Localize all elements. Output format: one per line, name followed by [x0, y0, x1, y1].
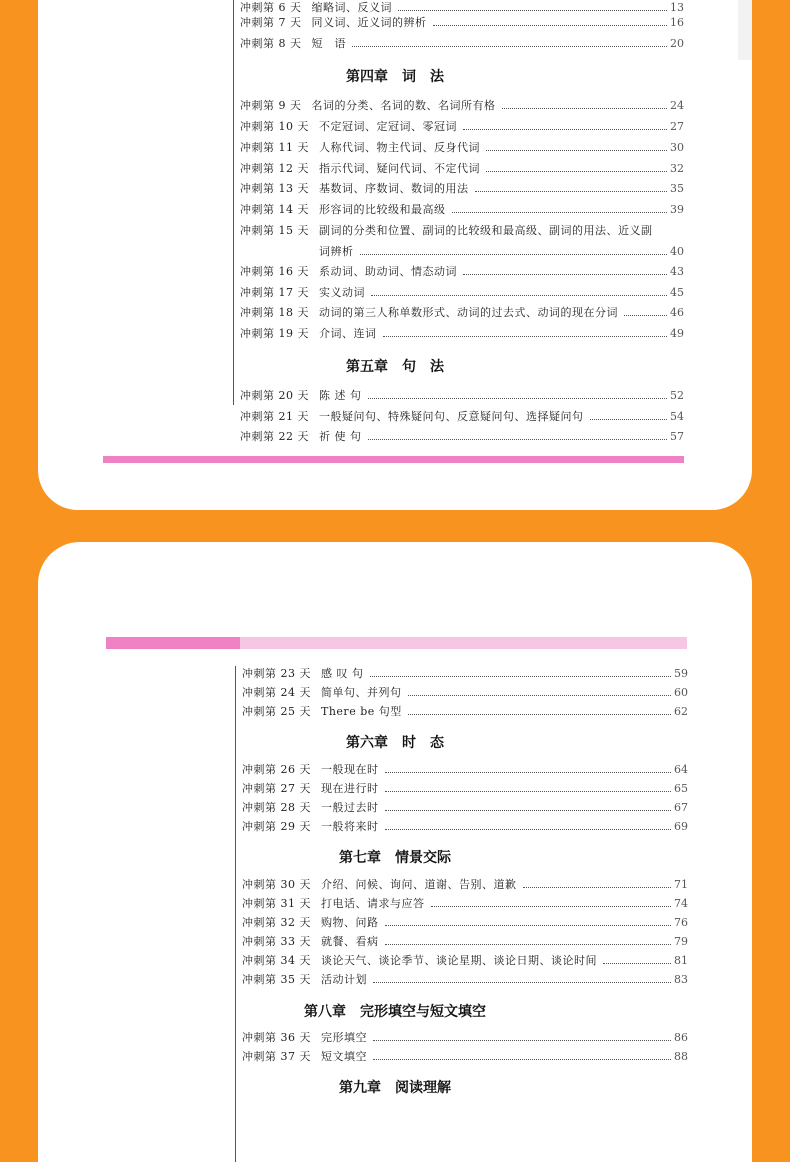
entry-label: 冲刺第 33 天 — [242, 935, 311, 948]
entry-title: 介词、连词 — [319, 327, 377, 340]
entry-page: 54 — [670, 410, 684, 423]
entry-page: 76 — [674, 916, 688, 929]
entry-label: 冲刺第 13 天 — [240, 182, 309, 195]
entry-title: 现在进行时 — [321, 782, 379, 795]
entry-title: 基数词、序数词、数词的用法 — [319, 182, 469, 195]
entry-page: 39 — [670, 203, 684, 216]
chapter-heading: 第九章 阅读理解 — [339, 1080, 451, 1096]
entry-label: 冲刺第 37 天 — [242, 1050, 311, 1063]
toc-entry[interactable] — [242, 686, 688, 700]
entry-title: 词辨析 — [319, 245, 354, 258]
leader-dots — [431, 897, 672, 907]
entry-title: 实义动词 — [319, 286, 365, 299]
entry-title: 简单句、并列句 — [321, 686, 402, 699]
toc-entry[interactable] — [240, 162, 684, 176]
entry-page: 27 — [670, 120, 684, 133]
entry-label: 冲刺第 15 天 — [240, 224, 309, 237]
toc-entry[interactable] — [242, 954, 688, 968]
entry-title: 系动词、助动词、情态动词 — [319, 265, 457, 278]
pink-divider-bar — [103, 456, 684, 463]
entry-label: 冲刺第 18 天 — [240, 306, 309, 319]
entry-label: 冲刺第 24 天 — [242, 686, 311, 699]
toc-entry[interactable] — [240, 99, 684, 113]
entry-title: 动词的第三人称单数形式、动词的过去式、动词的现在分词 — [319, 306, 618, 319]
entry-page: 46 — [670, 306, 684, 319]
entry-label: 冲刺第 29 天 — [242, 820, 311, 833]
entry-label: 冲刺第 36 天 — [242, 1031, 311, 1044]
entry-page: 67 — [674, 801, 688, 814]
toc-entry[interactable] — [240, 389, 684, 403]
leader-dots — [368, 430, 668, 440]
entry-title: 一般将来时 — [321, 820, 379, 833]
entry-page: 62 — [674, 705, 688, 718]
toc-entry[interactable] — [240, 120, 684, 134]
entry-label: 冲刺第 10 天 — [240, 120, 309, 133]
toc-entry[interactable] — [242, 1031, 688, 1045]
entry-title: 副词的分类和位置、副词的比较级和最高级、副词的用法、近义副 — [319, 224, 653, 237]
entry-title: 同义词、近义词的辨析 — [311, 16, 427, 29]
entry-label: 冲刺第 32 天 — [242, 916, 311, 929]
leader-dots — [360, 245, 668, 255]
entry-label: 冲刺第 14 天 — [240, 203, 309, 216]
entry-title: 指示代词、疑问代词、不定代词 — [319, 162, 480, 175]
entry-page: 35 — [670, 182, 684, 195]
toc-entry[interactable] — [240, 410, 684, 424]
toc-entry[interactable] — [240, 37, 684, 51]
leader-dots — [486, 141, 667, 151]
entry-page: 65 — [674, 782, 688, 795]
entry-page: 79 — [674, 935, 688, 948]
chapter-heading: 第四章 词 法 — [346, 69, 444, 85]
entry-page: 83 — [674, 973, 688, 986]
toc-entry[interactable] — [242, 763, 688, 777]
entry-label: 冲刺第 25 天 — [242, 705, 311, 718]
leader-dots — [370, 667, 672, 677]
entry-title: 不定冠词、定冠词、零冠词 — [319, 120, 457, 133]
entry-label: 冲刺第 22 天 — [240, 430, 309, 443]
toc-entry[interactable] — [240, 327, 684, 341]
entry-page: 57 — [670, 430, 684, 443]
leader-dots — [352, 37, 667, 47]
chapter-heading: 第五章 句 法 — [346, 359, 444, 375]
toc-entry[interactable] — [240, 286, 684, 300]
entry-page: 20 — [670, 37, 684, 50]
toc-entry[interactable] — [240, 182, 684, 196]
entry-page: 40 — [670, 245, 684, 258]
toc-entry[interactable] — [240, 1, 684, 15]
entry-label: 冲刺第 28 天 — [242, 801, 311, 814]
chapter-heading: 第八章 完形填空与短文填空 — [304, 1004, 486, 1020]
entry-page: 30 — [670, 141, 684, 154]
entry-page: 59 — [674, 667, 688, 680]
leader-dots — [624, 306, 667, 316]
chapter-heading: 第六章 时 态 — [346, 735, 444, 751]
entry-label: 冲刺第 12 天 — [240, 162, 309, 175]
entry-page: 45 — [670, 286, 684, 299]
toc-entry[interactable] — [240, 203, 684, 217]
entry-label: 冲刺第 27 天 — [242, 782, 311, 795]
leader-dots — [486, 162, 667, 172]
entry-label: 冲刺第 7 天 — [240, 16, 302, 29]
entry-label: 冲刺第 17 天 — [240, 286, 309, 299]
leader-dots — [385, 801, 672, 811]
entry-title: 完形填空 — [321, 1031, 367, 1044]
leader-dots — [371, 286, 667, 296]
entry-title: 购物、问路 — [321, 916, 379, 929]
entry-title: 缩略词、反义词 — [311, 1, 392, 14]
leader-dots — [368, 389, 668, 399]
pink-header-bar — [106, 637, 240, 649]
leader-dots — [383, 327, 668, 337]
entry-page: 88 — [674, 1050, 688, 1063]
entry-title: 陈 述 句 — [319, 389, 362, 402]
entry-label: 冲刺第 35 天 — [242, 973, 311, 986]
entry-title: 短 语 — [311, 37, 346, 50]
chapter-heading: 第七章 情景交际 — [339, 850, 451, 866]
leader-dots — [373, 973, 671, 983]
toc-entry[interactable] — [242, 801, 688, 815]
entry-page: 86 — [674, 1031, 688, 1044]
entry-title: 感 叹 句 — [321, 667, 364, 680]
toc-card-top — [38, 0, 752, 510]
entry-title: 形容词的比较级和最高级 — [319, 203, 446, 216]
leader-dots — [398, 1, 667, 11]
leader-dots — [408, 686, 672, 696]
leader-dots — [385, 820, 672, 830]
leader-dots — [373, 1050, 671, 1060]
toc-margin-line — [233, 0, 234, 405]
page-edge-decor — [738, 0, 752, 60]
entry-page: 69 — [674, 820, 688, 833]
entry-title: 介绍、问候、询问、道谢、告别、道歉 — [321, 878, 517, 891]
entry-label: 冲刺第 31 天 — [242, 897, 311, 910]
toc-card-bottom — [38, 542, 752, 1162]
entry-page: 16 — [670, 16, 684, 29]
entry-label: 冲刺第 34 天 — [242, 954, 311, 967]
toc-entry[interactable] — [242, 916, 688, 930]
leader-dots — [523, 878, 672, 888]
leader-dots — [463, 120, 667, 130]
toc-entry[interactable] — [240, 16, 684, 30]
entry-title: 谈论天气、谈论季节、谈论星期、谈论日期、谈论时间 — [321, 954, 597, 967]
entry-title: 一般过去时 — [321, 801, 379, 814]
entry-label: 冲刺第 9 天 — [240, 99, 302, 112]
entry-title: 一般疑问句、特殊疑问句、反意疑问句、选择疑问句 — [319, 410, 584, 423]
entry-label: 冲刺第 30 天 — [242, 878, 311, 891]
entry-page: 49 — [670, 327, 684, 340]
light-pink-header-bar — [240, 637, 687, 649]
toc-entry[interactable] — [240, 430, 684, 444]
leader-dots — [385, 782, 672, 792]
entry-label: 冲刺第 21 天 — [240, 410, 309, 423]
entry-title: 一般现在时 — [321, 763, 379, 776]
entry-label: 冲刺第 19 天 — [240, 327, 309, 340]
entry-label: 冲刺第 6 天 — [240, 1, 302, 14]
entry-label: 冲刺第 20 天 — [240, 389, 309, 402]
leader-dots — [463, 265, 667, 275]
entry-page: 81 — [674, 954, 688, 967]
entry-title: 就餐、看病 — [321, 935, 379, 948]
entry-page: 74 — [674, 897, 688, 910]
toc-entry[interactable] — [240, 141, 684, 155]
entry-page: 24 — [670, 99, 684, 112]
entry-title: 打电话、请求与应答 — [321, 897, 425, 910]
leader-dots — [452, 203, 668, 213]
entry-label: 冲刺第 8 天 — [240, 37, 302, 50]
entry-page: 71 — [674, 878, 688, 891]
entry-page: 43 — [670, 265, 684, 278]
toc-entry[interactable] — [242, 705, 688, 719]
toc-entry-continuation[interactable] — [240, 245, 684, 259]
entry-page: 52 — [670, 389, 684, 402]
toc-entry[interactable] — [242, 820, 688, 834]
toc-entry[interactable] — [242, 1050, 688, 1064]
toc-entry[interactable] — [242, 878, 688, 892]
leader-dots — [373, 1031, 671, 1041]
leader-dots — [603, 954, 671, 964]
entry-page: 60 — [674, 686, 688, 699]
entry-label: 冲刺第 23 天 — [242, 667, 311, 680]
entry-title: 短文填空 — [321, 1050, 367, 1063]
leader-dots — [590, 410, 668, 420]
toc-entry[interactable] — [240, 265, 684, 279]
entry-label: 冲刺第 16 天 — [240, 265, 309, 278]
leader-dots — [433, 16, 668, 26]
entry-label: 冲刺第 11 天 — [240, 141, 309, 154]
entry-title: 人称代词、物主代词、反身代词 — [319, 141, 480, 154]
leader-dots — [385, 763, 672, 773]
leader-dots — [502, 99, 668, 109]
leader-dots — [385, 935, 672, 945]
entry-title: 活动计划 — [321, 973, 367, 986]
entry-page: 32 — [670, 162, 684, 175]
leader-dots — [475, 182, 668, 192]
leader-dots — [408, 705, 671, 715]
entry-label: 冲刺第 26 天 — [242, 763, 311, 776]
entry-page: 13 — [670, 1, 684, 14]
toc-entry[interactable] — [240, 306, 684, 320]
entry-title: There be 句型 — [321, 705, 402, 718]
toc-entry[interactable] — [242, 897, 688, 911]
entry-page: 64 — [674, 763, 688, 776]
toc-entry[interactable] — [242, 935, 688, 949]
toc-entry[interactable] — [242, 782, 688, 796]
toc-entry[interactable] — [240, 224, 684, 238]
toc-entry[interactable] — [242, 667, 688, 681]
leader-dots — [385, 916, 672, 926]
entry-title: 名词的分类、名词的数、名词所有格 — [311, 99, 496, 112]
entry-title: 祈 使 句 — [319, 430, 362, 443]
toc-entry[interactable] — [242, 973, 688, 987]
